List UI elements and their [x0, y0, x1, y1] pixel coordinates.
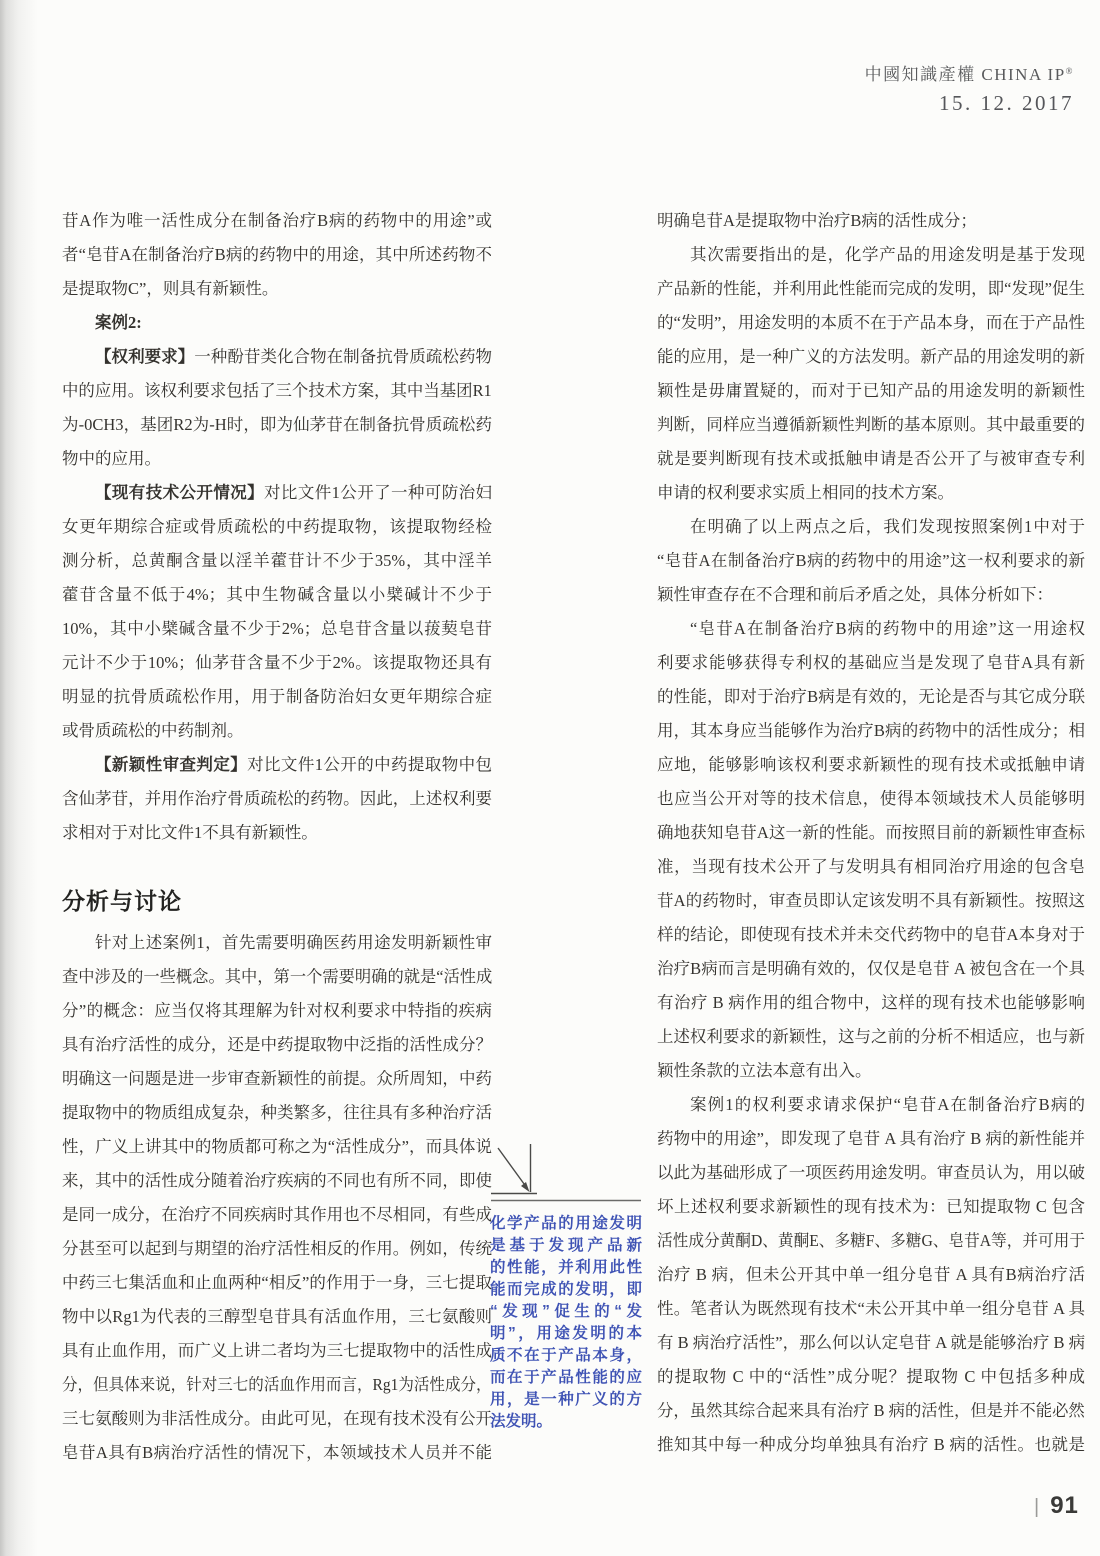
- text-line: “皂苷A在制备治疗B病的药物中的用途”这一权利要求的新: [657, 551, 1085, 570]
- text-line: 能的应用，是一种广义的方法发明。新产品的用途发明的新: [657, 347, 1085, 366]
- text-line: 上述权利要求的新颖性，这与之前的分析不相适应，也与新: [657, 1027, 1085, 1046]
- text-line: 应地，能够影响该权利要求新颖性的现有技术或抵触申请: [657, 755, 1085, 774]
- pull-quote-line: “发现”促生的“发: [490, 1303, 642, 1320]
- text-line: 在明确了以上两点之后，我们发现按照案例1中对于: [690, 517, 1085, 536]
- text-line: 测分析，总黄酮含量以淫羊藿苷计不少于35%，其中淫羊: [62, 551, 492, 570]
- pull-quote-line: 法发明。: [490, 1413, 553, 1430]
- text-line: 是同一成分，在治疗不同疾病时其作用也不尽相同，有些成: [62, 1205, 492, 1224]
- text-line: 明确皂苷A是提取物中治疗B病的活性成分；: [657, 211, 977, 230]
- text-line: 判断，同样应当遵循新颖性判断的基本原则。其中最重要的: [657, 415, 1085, 434]
- pull-quote-line: 明”，用途发明的本: [490, 1325, 642, 1342]
- pull-quote-text: [490, 1213, 642, 1433]
- pull-quote-line: 而在于产品性能的应: [490, 1369, 642, 1386]
- text-line: 三七氨酸则为非活性成分。由此可见，在现有技术没有公开: [62, 1409, 492, 1428]
- text-line: 为-0CH3，基团R2为-H时，即为仙茅苷在制备抗骨质疏松药: [62, 415, 492, 434]
- text-line: 分，但具体来说，针对三七的活血作用而言，Rg1为活性成分，: [62, 1375, 492, 1394]
- text-line: 利要求能够获得专利权的基础应当是发现了皂苷A具有新: [657, 653, 1085, 672]
- text-line: 来，其中的活性成分随着治疗疾病的不同也有所不同，即使: [62, 1171, 492, 1190]
- paragraph: [62, 306, 492, 340]
- text-line: 中的应用。该权利要求包括了三个技术方案，其中当基团R1: [62, 381, 492, 400]
- paragraph: [657, 1088, 1085, 1462]
- text-line: 【权利要求】一种酚苷类化合物在制备抗骨质疏松药物: [95, 347, 493, 366]
- text-line: 中药三七集活血和止血两种“相反”的作用于一身，三七提取: [62, 1273, 492, 1292]
- text-line: 就是要判断现有技术或抵触申请是否公开了与被审查专利: [657, 449, 1085, 468]
- text-line: 苷A作为唯一活性成分在制备治疗B病的药物中的用途”或: [62, 211, 492, 230]
- text-line: 药物中的用途”，即发现了皂苷 A 具有治疗 B 病的新性能并: [657, 1129, 1085, 1148]
- text-line: 推知其中每一种成分均单独具有治疗 B 病的活性。也就是: [657, 1435, 1085, 1454]
- text-line: 有治疗 B 病作用的组合物中，这样的现有技术也能够影响: [657, 993, 1085, 1012]
- text-line: 分甚至可以起到与期望的治疗活性相反的作用。例如，传统: [62, 1239, 492, 1258]
- corner-arrow-icon: [490, 1138, 642, 1202]
- page-header: [865, 60, 1074, 116]
- text-line: 颖性审查存在不合理和前后矛盾之处，具体分析如下：: [657, 585, 1053, 604]
- text-line: 明确这一问题是进一步审查新颖性的前提。众所周知，中药: [62, 1069, 492, 1088]
- text-line: 颖性是毋庸置疑的，而对于已知产品的用途发明的新颖性: [657, 381, 1085, 400]
- pull-quote: [490, 1138, 642, 1433]
- text-line: 女更年期综合症或骨质疏松的中药提取物，该提取物经检: [62, 517, 492, 536]
- text-line: 是提取物C”，则具有新颖性。: [62, 279, 279, 298]
- text-line: 【新颖性审查判定】对比文件1公开的中药提取物中包: [95, 755, 493, 774]
- binding-gutter-shadow: [0, 0, 40, 1556]
- text-line: 物中的应用。: [62, 449, 161, 468]
- text-line: 提取物中的物质组成复杂，种类繁多，往往具有多种治疗活: [62, 1103, 492, 1122]
- paragraph: [62, 204, 492, 306]
- text-line: “皂苷A在制备治疗B病的药物中的用途”这一用途权: [690, 619, 1085, 638]
- text-line: 颖性条款的立法本意有出入。: [657, 1061, 872, 1080]
- text-line: 也应当公开对等的技术信息，使得本领域技术人员能够明: [657, 789, 1085, 808]
- pull-quote-line: 用，是一种广义的方: [490, 1391, 642, 1408]
- text-line: 治疗 B 病，但未公开其中单一组分皂苷 A 具有B病治疗活: [657, 1265, 1085, 1284]
- text-line: 确地获知皂苷A这一新的性能。而按照目前的新颖性审查标: [657, 823, 1085, 842]
- section-heading: 分析与讨论: [62, 888, 182, 914]
- pull-quote-line: 质不在于产品本身，: [490, 1347, 642, 1364]
- text-line: 求相对于对比文件1不具有新颖性。: [62, 823, 318, 842]
- text-line: 者“皂苷A在制备治疗B病的药物中的用途，其中所述药物不: [62, 245, 492, 264]
- text-line: 坏上述权利要求新颖性的现有技术为：已知提取物 C 包含: [657, 1197, 1085, 1216]
- left-text-column: [62, 204, 492, 1470]
- text-line: 具有止血作用，而广义上讲二者均为三七提取物中的活性成: [62, 1341, 492, 1360]
- text-line: 案例2:: [95, 313, 142, 332]
- text-line: 性，广义上讲其中的物质都可称之为“活性成分”，而具体说: [62, 1137, 492, 1156]
- text-line: 含仙茅苷，并用作治疗骨质疏松的药物。因此，上述权利要: [62, 789, 492, 808]
- text-line: 的性能，即对于治疗B病是有效的，无论是否与其它成分联: [657, 687, 1085, 706]
- text-line: 10%，其中小檗碱含量不少于2%；总皂苷含量以菝葜皂苷: [62, 619, 492, 638]
- text-line: 皂苷A具有B病治疗活性的情况下，本领域技术人员并不能: [62, 1443, 492, 1462]
- pull-quote-line: 的性能，并利用此性: [490, 1259, 642, 1276]
- paragraph: [62, 748, 492, 850]
- paragraph: [62, 476, 492, 748]
- pull-quote-line: 能而完成的发明，即: [490, 1281, 642, 1298]
- text-line: 查中涉及的一些概念。其中，第一个需要明确的就是“活性成: [62, 967, 493, 986]
- paragraph: [657, 510, 1085, 612]
- paragraph: [657, 238, 1085, 510]
- text-line: 的提取物 C 中的“活性”成分呢？提取物 C 中包括多种成: [657, 1367, 1085, 1386]
- text-line: 用，其本身应当能够作为治疗B病的药物中的活性成分；相: [657, 721, 1085, 740]
- text-line: 其次需要指出的是，化学产品的用途发明是基于发现: [690, 245, 1085, 264]
- page-number: 91: [1050, 1492, 1079, 1519]
- paragraph: [657, 612, 1085, 1088]
- text-line: 藿苷含量不低于4%；其中生物碱含量以小檗碱计不少于: [62, 585, 492, 604]
- paragraph: [657, 204, 1085, 238]
- text-line: 以此为基础形成了一项医药用途发明。审查员认为，用以破: [657, 1163, 1085, 1182]
- text-line: 申请的权利要求实质上相同的技术方案。: [657, 483, 954, 502]
- text-line: 苷A的药物时，审查员即认定该发明不具有新颖性。按照这: [657, 891, 1085, 910]
- text-line: 分，虽然其综合起来具有治疗 B 病的活性，但是并不能必然: [657, 1401, 1085, 1420]
- paragraph: [62, 926, 492, 1470]
- right-text-column: [657, 204, 1085, 1462]
- text-line: 案例1的权利要求请求保护“皂苷A在制备治疗B病的: [690, 1095, 1085, 1114]
- text-line: 明显的抗骨质疏松作用，用于制备防治妇女更年期综合症: [62, 687, 492, 706]
- registered-mark: ®: [1065, 66, 1074, 76]
- text-line: 物中以Rg1为代表的三醇型皂苷具有活血作用，三七氨酸则: [62, 1307, 492, 1326]
- text-line: 性。笔者认为既然现有技术“未公开其中单一组分皂苷 A 具: [657, 1299, 1085, 1318]
- text-line: 有 B 病治疗活性”，那么何以认定皂苷 A 就是能够治疗 B 病: [657, 1333, 1086, 1352]
- text-line: 元计不少于10%；仙茅苷含量不少于2%。该提取物还具有: [62, 653, 492, 672]
- text-line: 治疗B病而言是明确有效的，仅仅是皂苷 A 被包含在一个具: [657, 959, 1085, 978]
- text-line: 准，当现有技术公开了与发明具有相同治疗用途的包含皂: [657, 857, 1085, 876]
- pull-quote-line: 化学产品的用途发明: [490, 1215, 642, 1232]
- page-number-divider: |: [1034, 1496, 1040, 1518]
- text-line: 针对上述案例1，首先需要明确医药用途发明新颖性审: [95, 933, 492, 952]
- text-line: 产品新的性能，并利用此性能而完成的发明，即“发现”促生: [657, 279, 1085, 298]
- text-line: 具有治疗活性的成分，还是中药提取物中泛指的活性成分？: [62, 1035, 492, 1054]
- text-line: 样的结论，即使现有技术并未交代药物中的皂苷A本身对于: [657, 925, 1085, 944]
- paragraph: [62, 340, 492, 476]
- text-line: 分”的概念：应当仅将其理解为针对权利要求中特指的疾病: [62, 1001, 492, 1020]
- text-line: 【现有技术公开情况】对比文件1公开了一种可防治妇: [95, 483, 493, 502]
- text-line: 或骨质疏松的中药制剂。: [62, 721, 244, 740]
- page-footer: [1034, 1492, 1079, 1520]
- issue-date: 15. 12. 2017: [939, 91, 1074, 115]
- journal-brand: [865, 60, 1074, 85]
- text-line: 活性成分黄酮D、黄酮E、多糖F、多糖G、皂苷A等，并可用于: [657, 1231, 1086, 1250]
- text-line: 的“发明”，用途发明的本质不在于产品本身，而在于产品性: [657, 313, 1085, 332]
- journal-brand-text: 中國知識產權 CHINA IP: [864, 65, 1066, 84]
- pull-quote-line: 是基于发现产品新: [490, 1237, 642, 1254]
